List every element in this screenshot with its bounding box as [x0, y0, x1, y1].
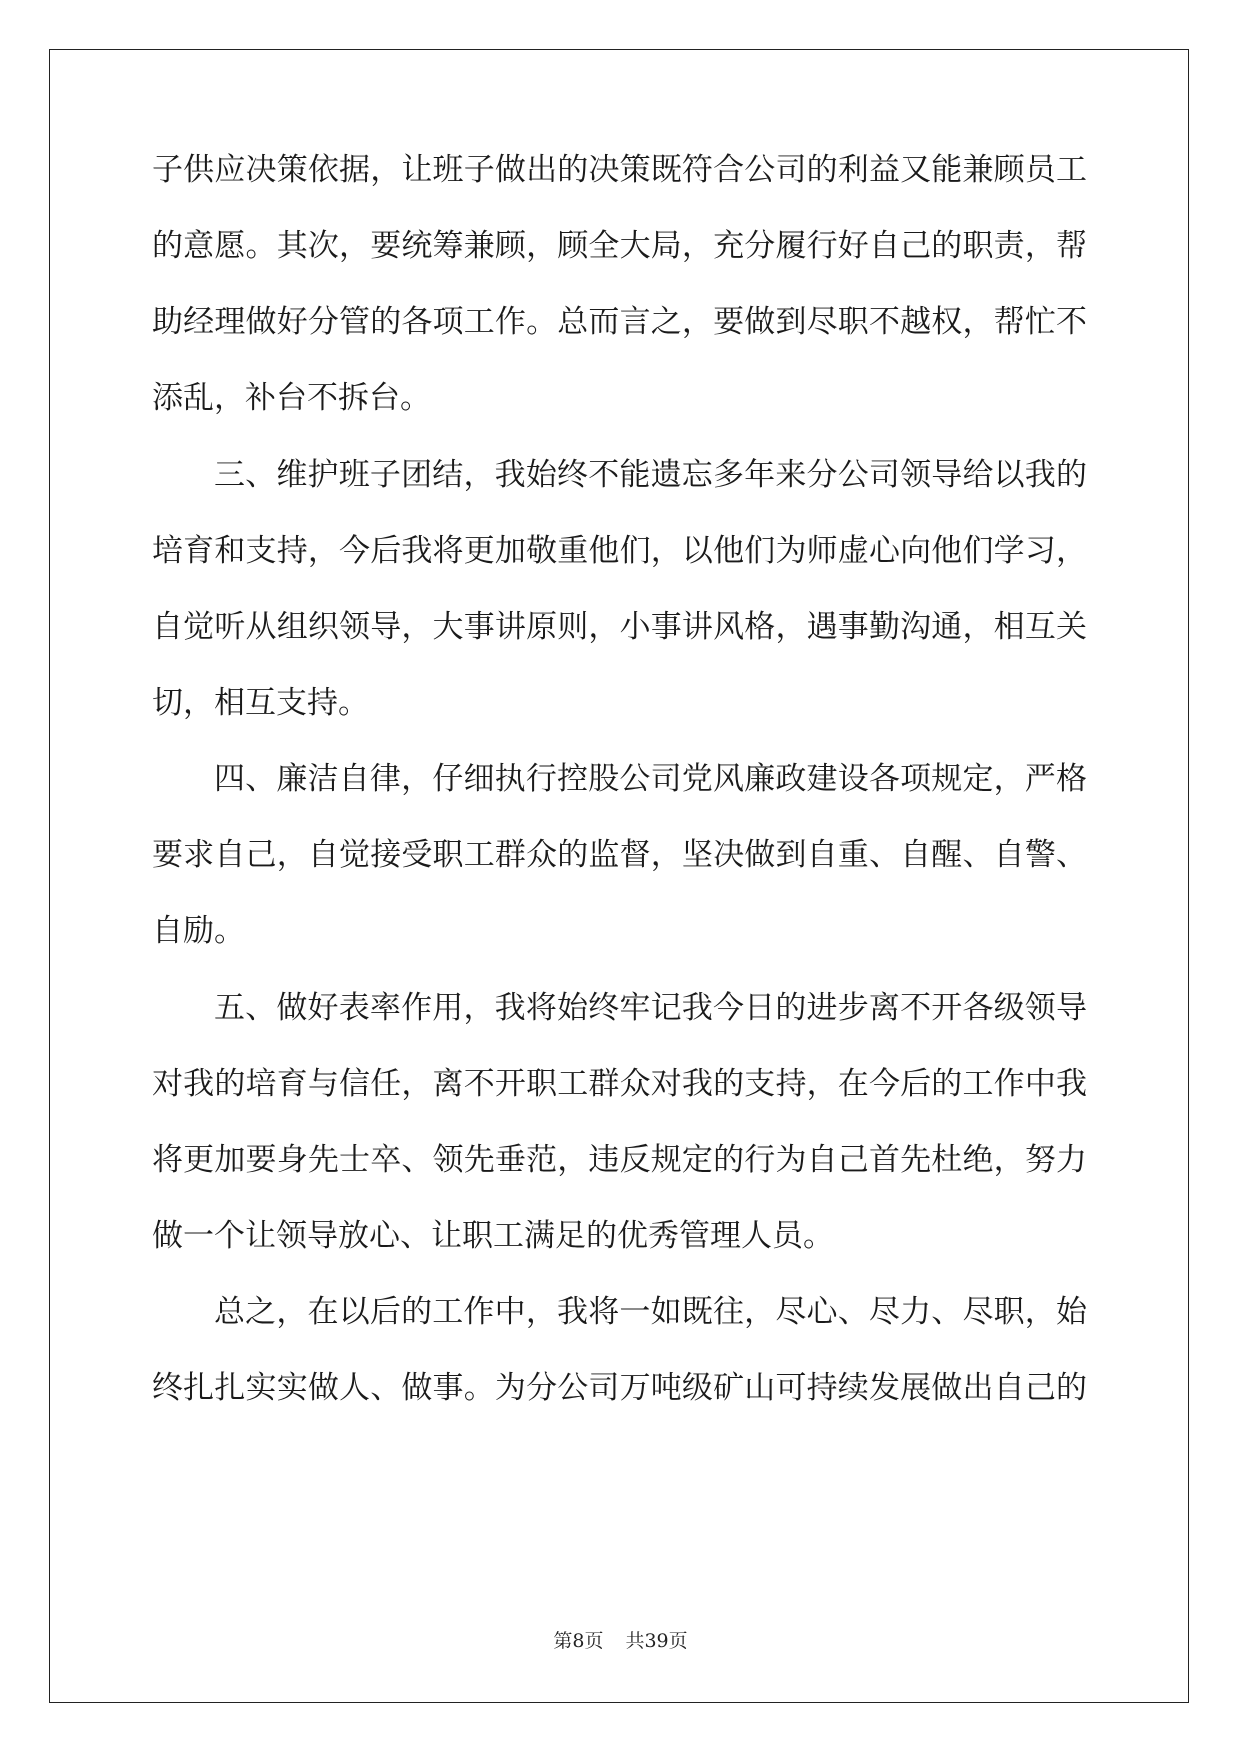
text-line: 培育和支持，今后我将更加敬重他们，以他们为师虚心向他们学习，: [152, 533, 1087, 569]
text-line: 的意愿。其次，要统筹兼顾，顾全大局，充分履行好自己的职责，帮: [152, 228, 1087, 264]
text-line: 自觉听从组织领导，大事讲原则，小事讲风格，遇事勤沟通，相互关: [152, 609, 1087, 645]
page-total: 共39页: [625, 1630, 688, 1652]
paragraph-first-line: 五、做好表率作用，我将始终牢记我今日的进步离不开各级领导: [214, 990, 1087, 1026]
text-line: 切，相互支持。: [152, 685, 369, 721]
text-line: 助经理做好分管的各项工作。总而言之，要做到尽职不越权，帮忙不: [152, 304, 1087, 340]
text-line: 将更加要身先士卒、领先垂范，违反规定的行为自己首先杜绝，努力: [152, 1142, 1087, 1178]
page-footer: [0, 1626, 1241, 1656]
text-line: 做一个让领导放心、让职工满足的优秀管理人员。: [152, 1218, 834, 1254]
text-line: 终扎扎实实做人、做事。为分公司万吨级矿山可持续发展做出自己的: [152, 1370, 1087, 1406]
text-line: 添乱，补台不拆台。: [152, 380, 431, 416]
page-number: 第8页: [553, 1630, 604, 1652]
text-line: 子供应决策依据，让班子做出的决策既符合公司的利益又能兼顾员工: [152, 152, 1087, 188]
text-line: 要求自己，自觉接受职工群众的监督，坚决做到自重、自醒、自警、: [152, 837, 1087, 873]
paragraph-first-line: 四、廉洁自律，仔细执行控股公司党风廉政建设各项规定，严格: [214, 761, 1087, 797]
paragraph-first-line: 总之，在以后的工作中，我将一如既往，尽心、尽力、尽职，始: [214, 1294, 1087, 1330]
text-line: 自励。: [152, 913, 245, 949]
text-line: 对我的培育与信任，离不开职工群众对我的支持，在今后的工作中我: [152, 1066, 1087, 1102]
paragraph-first-line: 三、维护班子团结，我始终不能遗忘多年来分公司领导给以我的: [214, 457, 1087, 493]
